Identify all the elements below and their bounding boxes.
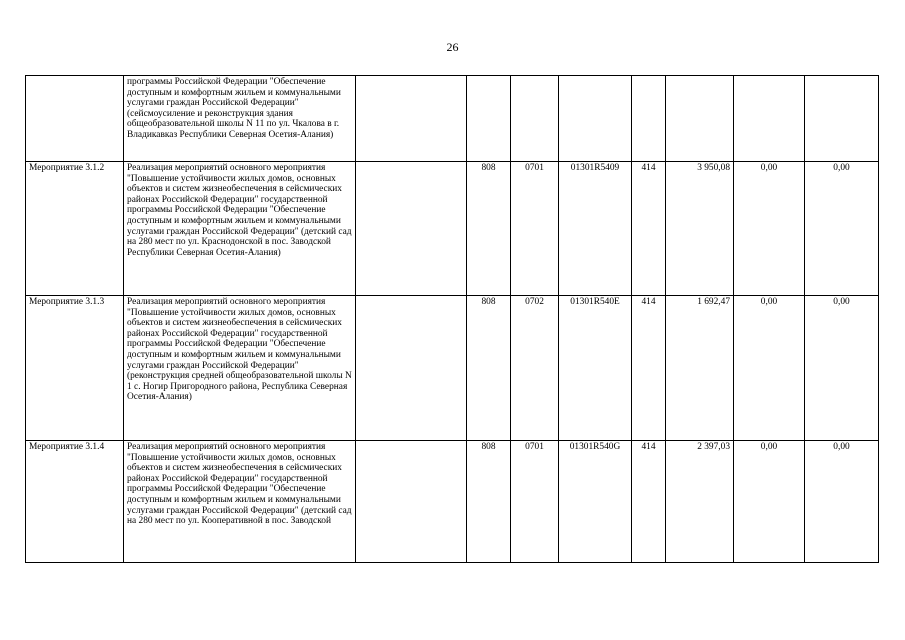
amount-year-2 [734,76,805,162]
rzpr-code: 0701 [511,441,559,563]
event-description: Реализация мероприятий основного мероприятия "Повышение устойчивости жилых домов, основных объектов и систем жизнеобеспечения в сейсмических районах Российской Федерации" государственной программы Российской Федерации "Обеспечение доступным и комфортным жильем и коммунальными услугами граждан Российской Федерации" (детский сад на 280 мест по ул. Краснодонской в пос. Заводской Республики Северная Осетия-Алания) [124,162,356,296]
rzpr-code: 0701 [511,162,559,296]
table-row [26,296,879,441]
amount-year-1: 1 692,47 [666,296,734,441]
amount-year-2: 0,00 [734,441,805,563]
table-row [26,76,879,162]
executor-cell [356,76,467,162]
event-description: программы Российской Федерации "Обеспечение доступным и комфортным жильем и коммунальными услугами граждан Российской Федерации" (сейсмоусиление и реконструкция здания общеобразовательной школы N 11 по ул. Чкалова в г. Владикавказ Республики Северная Осетия-Алания) [124,76,356,162]
executor-cell [356,441,467,563]
amount-year-3: 0,00 [805,296,879,441]
csr-code: 01301R5409 [559,162,632,296]
vr-code: 414 [632,296,666,441]
amount-year-1 [666,76,734,162]
budget-table [25,75,879,563]
table-row [26,162,879,296]
amount-year-3: 0,00 [805,441,879,563]
grbs-code: 808 [467,162,511,296]
amount-year-1: 3 950,08 [666,162,734,296]
event-name: Мероприятие 3.1.3 [26,296,124,441]
grbs-code: 808 [467,441,511,563]
event-name [26,76,124,162]
vr-code: 414 [632,441,666,563]
grbs-code: 808 [467,296,511,441]
csr-code: 01301R540G [559,441,632,563]
page-number: 26 [446,40,459,54]
executor-cell [356,296,467,441]
event-name: Мероприятие 3.1.4 [26,441,124,563]
rzpr-code [511,76,559,162]
amount-year-3 [805,76,879,162]
event-name: Мероприятие 3.1.2 [26,162,124,296]
rzpr-code: 0702 [511,296,559,441]
amount-year-2: 0,00 [734,162,805,296]
vr-code [632,76,666,162]
csr-code: 01301R540E [559,296,632,441]
table-row [26,441,879,563]
amount-year-2: 0,00 [734,296,805,441]
executor-cell [356,162,467,296]
event-description: Реализация мероприятий основного мероприятия "Повышение устойчивости жилых домов, основных объектов и систем жизнеобеспечения в сейсмических районах Российской Федерации" государственной программы Российской Федерации "Обеспечение доступным и комфортным жильем и коммунальными услугами граждан Российской Федерации" (реконструкция средней общеобразовательной школы N 1 с. Ногир Пригородного района, Республика Северная Осетия-Алания) [124,296,356,441]
amount-year-1: 2 397,03 [666,441,734,563]
vr-code: 414 [632,162,666,296]
event-description: Реализация мероприятий основного мероприятия "Повышение устойчивости жилых домов, основных объектов и систем жизнеобеспечения в сейсмических районах Российской Федерации" государственной программы Российской Федерации "Обеспечение доступным и комфортным жильем и коммунальными услугами граждан Российской Федерации" (детский сад на 280 мест по ул. Кооперативной в пос. Заводской [124,441,356,563]
amount-year-3: 0,00 [805,162,879,296]
grbs-code [467,76,511,162]
csr-code [559,76,632,162]
